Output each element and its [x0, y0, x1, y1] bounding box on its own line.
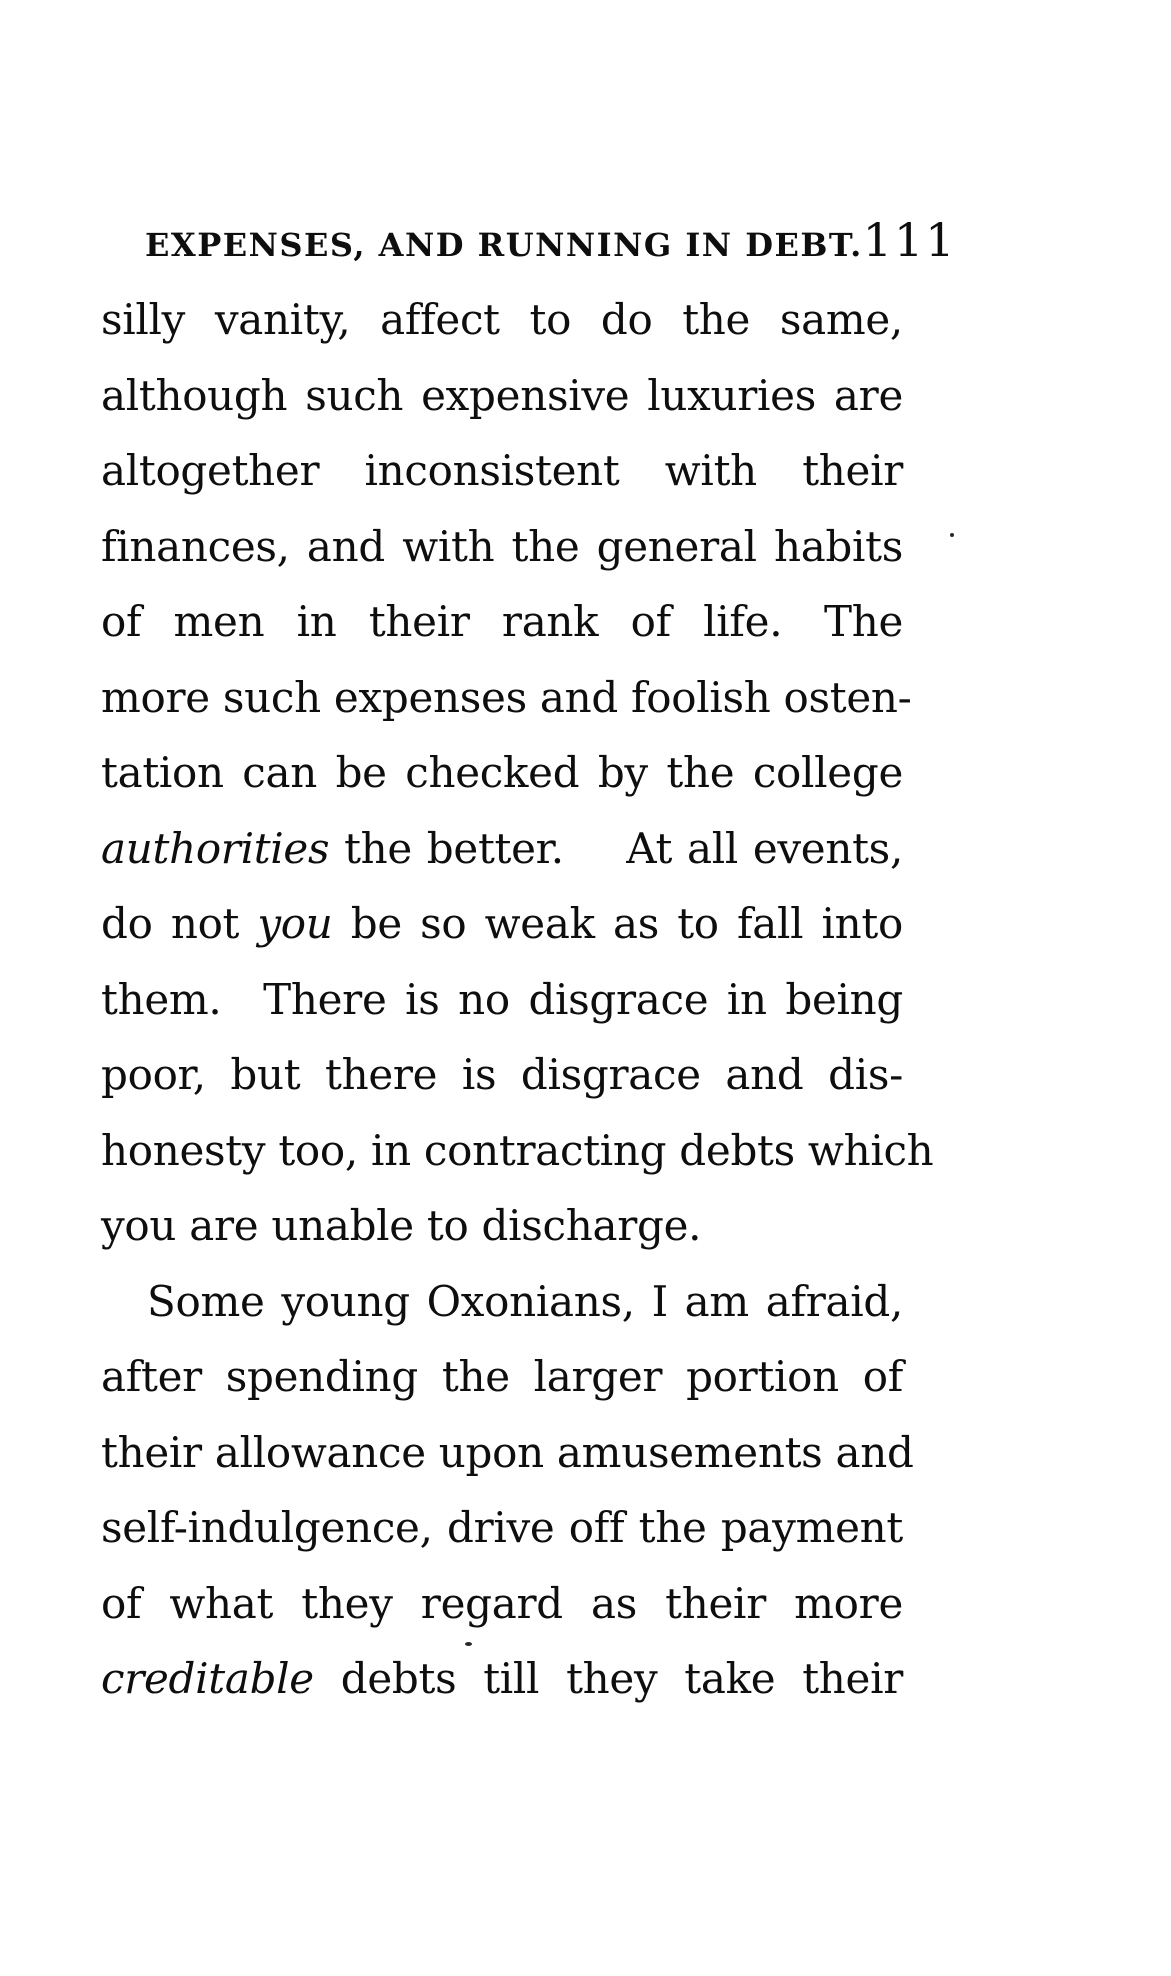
body-text-segment: poor, but there is disgrace and dis-	[101, 1050, 903, 1099]
body-text-segment: them. There is no disgrace in being	[101, 974, 903, 1024]
body-text-segment: more such expenses and foolish osten-	[101, 672, 912, 722]
italic-text: creditable	[101, 1654, 314, 1703]
body-text-segment: altogether inconsistent with their	[101, 446, 903, 495]
text-line	[101, 962, 903, 1038]
text-line	[101, 1641, 903, 1717]
page-header	[145, 213, 957, 267]
body-text-segment: be so weak as to fall into	[332, 899, 903, 948]
body-text-segment: although such expensive luxuries are	[101, 370, 903, 420]
text-line	[101, 886, 903, 962]
text-line	[101, 660, 912, 736]
body-text-segment: the better. At all events,	[329, 823, 903, 873]
body-text-segment: tation can be checked by the college	[101, 748, 903, 797]
body-text-segment: you are unable to discharge.	[101, 1201, 702, 1250]
text-line	[101, 433, 903, 509]
body-text-segment: silly vanity, affect to do the same,	[101, 295, 903, 344]
text-line	[101, 1037, 903, 1113]
text-line	[101, 509, 903, 585]
scan-speck-icon	[950, 533, 954, 537]
body-text-segment: do not	[101, 899, 258, 948]
text-line	[101, 735, 903, 811]
text-line	[101, 1566, 903, 1642]
body-text	[101, 282, 934, 1717]
text-line	[101, 811, 903, 887]
text-line	[101, 1188, 903, 1264]
running-title: EXPENSES, AND RUNNING IN DEBT.	[145, 226, 863, 264]
body-text-segment: Some young Oxonians, I am afraid,	[147, 1276, 903, 1326]
body-text-segment: self-indulgence, drive off the payment	[101, 1503, 903, 1552]
body-text-segment: their allowance upon amusements and	[101, 1427, 914, 1477]
text-line	[101, 1490, 903, 1566]
text-line	[101, 1339, 903, 1415]
body-text-segment: finances, and with the general habits	[101, 521, 903, 571]
text-line	[101, 282, 903, 358]
body-text-segment: of what they regard as their more	[101, 1578, 903, 1628]
body-text-segment: of men in their rank of life. The	[101, 597, 903, 646]
italic-text: authorities	[101, 823, 330, 873]
text-line	[101, 1264, 903, 1340]
scan-speck-icon	[465, 1642, 472, 1646]
text-line	[101, 1113, 934, 1189]
body-text-segment: after spending the larger portion of	[101, 1352, 903, 1401]
body-text-segment: debts till they take their	[313, 1654, 903, 1703]
text-line	[101, 584, 903, 660]
body-text-segment: honesty too, in contracting debts which	[101, 1125, 934, 1175]
text-line	[101, 1415, 914, 1491]
page-number: 111	[862, 213, 957, 267]
italic-text: you	[257, 899, 333, 948]
text-line	[101, 358, 903, 434]
